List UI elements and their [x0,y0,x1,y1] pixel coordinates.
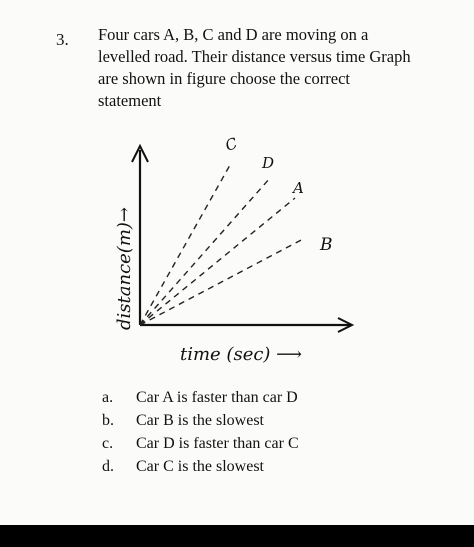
option-letter: a. [102,389,114,406]
line-car-a [140,198,295,325]
option-letter: b. [102,412,114,429]
y-axis-label: distance(m)→ [114,206,135,330]
line-car-b [140,238,305,325]
question-line: Four cars A, B, C and D are moving on a [98,25,369,44]
option-letter: d. [102,458,114,475]
option-text: Car C is the slowest [136,458,264,475]
option-a[interactable] [102,386,299,409]
option-c[interactable] [102,432,299,455]
label-car-a: A [293,179,304,197]
label-car-b: B [320,235,333,255]
option-text: Car D is faster than car C [136,435,299,452]
option-b[interactable] [102,409,299,432]
bottom-border [0,525,474,547]
label-car-d: D [262,154,275,172]
question-number: 3. [56,30,69,49]
option-text: Car A is faster than car D [136,389,298,406]
label-car-c: C [222,134,240,155]
question-line: levelled road. Their distance versus time Graph [98,47,411,66]
x-axis-label: time (sec) ⟶ [180,344,302,365]
option-letter: c. [102,435,114,452]
question-line: are shown in figure choose the correct [98,69,350,88]
question-line: statement [98,91,162,110]
options-list [102,386,299,478]
line-car-c [140,165,230,325]
option-d[interactable] [102,455,299,478]
line-car-d [140,178,270,325]
option-text: Car B is the slowest [136,412,264,429]
